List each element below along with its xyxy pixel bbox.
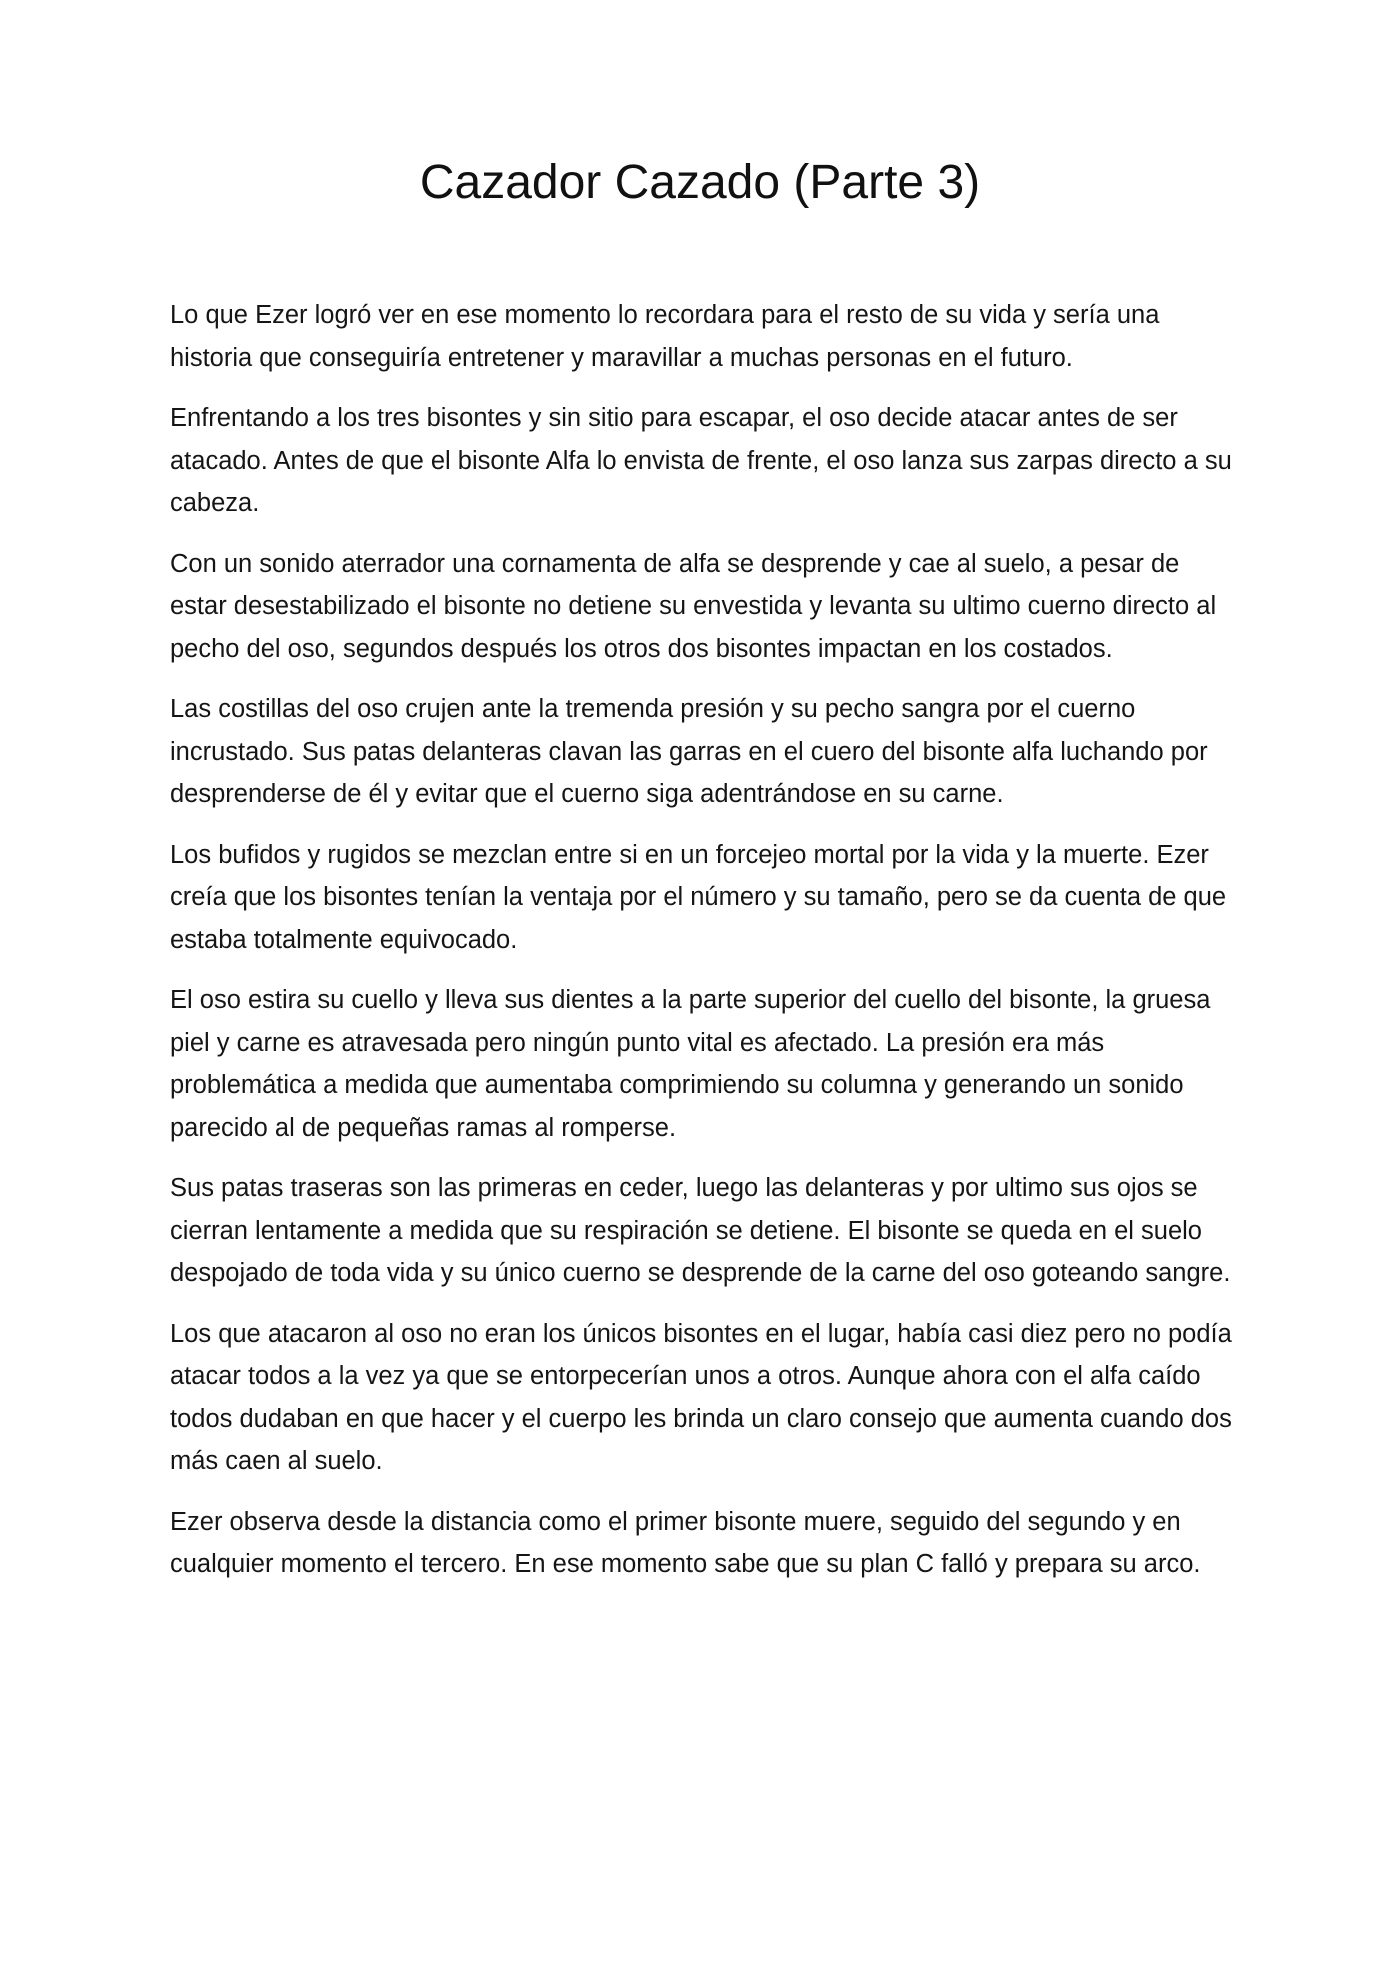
document-title: Cazador Cazado (Parte 3)	[419, 156, 981, 209]
paragraph-1: Lo que Ezer logró ver en ese momento lo recordara para el resto de su vida y sería una historia que conseguiría entretener y maravillar a muchas personas en el futuro.	[170, 301, 1160, 372]
paragraph-9: Ezer observa desde la distancia como el primer bisonte muere, seguido del segundo y en cualquier momento el tercero. En ese momento sabe que su plan C falló y prepara su arco.	[170, 1507, 1201, 1578]
paragraph-3: Con un sonido aterrador una cornamenta de alfa se desprende y cae al suelo, a pesar de estar desestabilizado el bisonte no detiene su envestida y levanta su ultimo cuerno directo al pecho del oso, segundos después los otros dos bisontes impactan en los costados.	[170, 549, 1217, 663]
paragraph-7: Sus patas traseras son las primeras en ceder, luego las delanteras y por ultimo sus ojos se cierran lentamente a medida que su respiración se detiene. El bisonte se queda en el suelo despojado de toda vida y su único cuerno se desprende de la carne del oso goteando sangre.	[170, 1174, 1231, 1287]
paragraph-4: Las costillas del oso crujen ante la tremenda presión y su pecho sangra por el cuerno incrustado. Sus patas delanteras clavan las garras en el cuero del bisonte alfa luchando por desprenderse de él y evitar que el cuerno siga adentrándose en su carne.	[170, 695, 1208, 808]
paragraph-2: Enfrentando a los tres bisontes y sin sitio para escapar, el oso decide atacar antes de ser atacado. Antes de que el bisonte Alfa lo envista de frente, el oso lanza sus zarpas directo a su cabeza.	[170, 404, 1232, 517]
paragraph-8: Los que atacaron al oso no eran los únicos bisontes en el lugar, había casi diez pero no podía atacar todos a la vez ya que se entorpecerían unos a otros. Aunque ahora con el alfa caído todos dudaban en que hacer y el cuerpo les brinda un claro consejo que aumenta cuando dos más caen al suelo.	[170, 1319, 1232, 1475]
paragraph-5: Los bufidos y rugidos se mezclan entre si en un forcejeo mortal por la vida y la muerte. Ezer creía que los bisontes tenían la ventaja por el número y su tamaño, pero se da cuenta de que estaba totalmente equivocado.	[170, 840, 1227, 954]
document-body	[170, 294, 1240, 1604]
paragraph-6: El oso estira su cuello y lleva sus dientes a la parte superior del cuello del bisonte, la gruesa piel y carne es atravesada pero ningún punto vital es afectado. La presión era más problemática a medida que aumentaba comprimiendo su columna y generando un sonido parecido al de pequeñas ramas al romperse.	[170, 986, 1211, 1142]
